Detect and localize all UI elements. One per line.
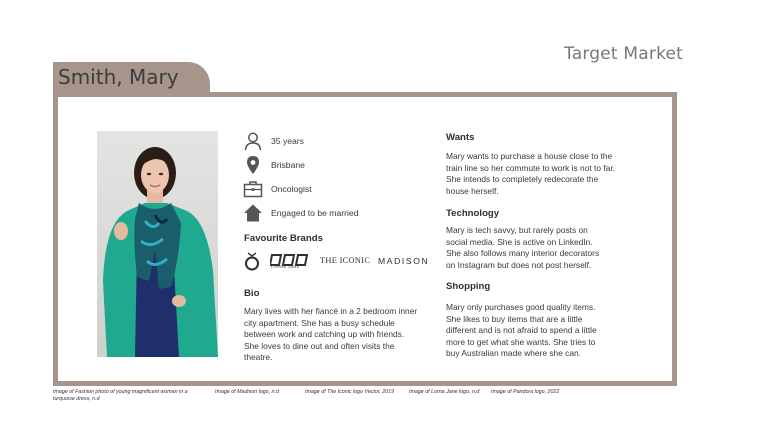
bio-heading: Bio — [244, 288, 260, 299]
bio-line: city apartment. She has a busy schedule — [244, 317, 395, 328]
wants-line: She intends to completely redecorate the — [446, 174, 599, 185]
page-heading: Target Market — [564, 44, 684, 64]
attribute-occupation — [242, 178, 312, 200]
briefcase-icon — [242, 178, 264, 200]
technology-line: Mary is tech savvy, but rarely posts on — [446, 225, 588, 235]
persona-name: Smith, Mary — [58, 65, 179, 89]
lorna-jane-credit: Image of Lorna Jane logo, n.d — [409, 389, 480, 395]
bio-line: Mary lives with her fiancé in a 2 bedroom inner — [244, 306, 418, 316]
technology-line: She also follows many interior decorators — [446, 248, 600, 259]
credit-line: Image of Fashion photo of young magnificent woman in a — [53, 389, 188, 395]
wants-line: train line so her commute to work is not to far. — [446, 162, 615, 173]
location-pin-icon — [242, 154, 264, 176]
bio-line: theatre. — [244, 352, 273, 363]
madison-credit: Image of Madison logo, n.d — [215, 389, 279, 395]
attribute-text: Engaged to be married — [271, 208, 359, 218]
technology-heading: Technology — [446, 208, 500, 219]
bio-text — [244, 306, 417, 364]
shopping-text — [446, 302, 597, 360]
persona-name-tab — [53, 62, 210, 92]
iconic-credit: Image of The Iconic logo Vector, 2019 — [305, 389, 395, 395]
shopping-line: different and is not afraid to spend a little — [446, 325, 597, 336]
technology-line: social media. She is active on LinkedIn. — [446, 236, 593, 247]
bio-line: She loves to dine out and often visits the — [244, 340, 395, 351]
attribute-location — [242, 154, 305, 176]
attribute-age — [242, 130, 304, 152]
attribute-text: Oncologist — [271, 184, 312, 194]
attribute-relationship — [242, 202, 358, 224]
technology-text — [446, 225, 599, 271]
bio-line: between work and catching up with friends. — [244, 329, 405, 340]
lorna-jane-logo — [270, 253, 308, 271]
credit-line: turquoise dress, n.d — [53, 396, 100, 402]
photo-credit — [53, 389, 188, 403]
pandora-credit: Image of Pandora logo, 2022 — [491, 389, 560, 395]
pandora-logo — [243, 250, 261, 272]
shopping-line: more to get what she wants. She tries to — [446, 336, 596, 347]
wants-line: house herself. — [446, 185, 499, 196]
attribute-text: Brisbane — [271, 160, 305, 170]
shopping-line: buy Australian made where she can. — [446, 348, 582, 359]
lorna-jane-text: LORNA JANE — [271, 265, 300, 269]
madison-logo: MADISON — [378, 256, 430, 266]
person-icon — [242, 130, 264, 152]
wants-text — [446, 151, 615, 197]
the-iconic-logo: THE ICONIC — [320, 256, 371, 265]
attribute-text: 35 years — [271, 136, 304, 146]
persona-photo — [97, 131, 218, 357]
brands-heading: Favourite Brands — [244, 233, 323, 244]
technology-line: on Instagram but does not post herself. — [446, 259, 592, 270]
wants-line: Mary wants to purchase a house close to the — [446, 151, 613, 161]
shopping-line: She likes to buy items that are a little — [446, 313, 583, 324]
shopping-line: Mary only purchases good quality items. — [446, 302, 596, 312]
wants-heading: Wants — [446, 132, 475, 143]
house-icon — [242, 202, 264, 224]
shopping-heading: Shopping — [446, 281, 491, 292]
